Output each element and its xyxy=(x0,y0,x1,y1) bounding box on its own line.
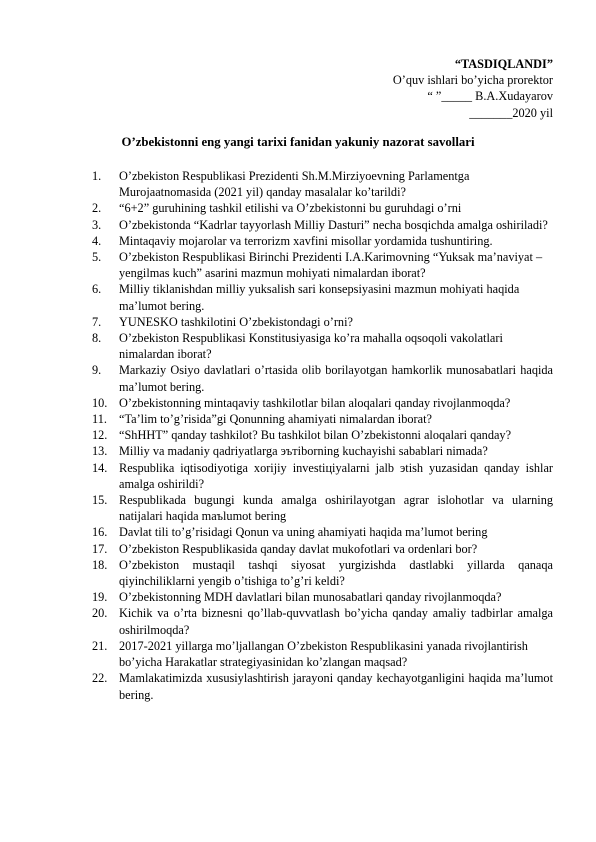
question-number: 2. xyxy=(92,201,102,216)
list-item xyxy=(92,249,553,281)
question-text: Milliy tiklanishdan milliy yuksalish sari konsepsiyasini mazmun mohiyati haqida ma’lumot bering. xyxy=(119,282,520,313)
list-item xyxy=(92,168,553,200)
question-number: 21. xyxy=(92,638,108,653)
list-item xyxy=(92,541,553,557)
question-number: 17. xyxy=(92,541,108,556)
question-number: 20. xyxy=(92,606,108,621)
question-text: O’zbekiston mustaqil tashqi siyosat yurgizishda dastlabki yillarda qanaqa qiyinchiliklarni yengib o’tishiga to’g’ri keldi? xyxy=(119,557,553,589)
list-item xyxy=(92,589,553,605)
question-number: 7. xyxy=(92,314,102,329)
question-number: 18. xyxy=(92,557,108,572)
question-text: “ShHHT” qanday tashkilot? Bu tashkilot bilan O’zbekistonni aloqalari qanday? xyxy=(119,428,512,443)
list-item xyxy=(92,557,553,589)
question-text: “6+2” guruhining tashkil etilishi va O’zbekistonni bu guruhdagi o’rni xyxy=(119,201,462,216)
list-item xyxy=(92,492,553,524)
list-item xyxy=(92,411,553,427)
question-text: 2017-2021 yillarga mo’ljallangan O’zbekiston Respublikasini yanada rivojlantirish bo’yicha Harakatlar strategiyasinidan ko’zlangan maqsad? xyxy=(119,638,528,670)
list-item xyxy=(92,460,553,492)
approval-title: “TASDIQLANDI” xyxy=(454,57,553,71)
list-item xyxy=(92,362,553,394)
question-text: O’zbekiston Respublikasi Birinchi Prezidenti I.A.Karimovning “Yuksak ma’naviyat – yengilmas kuch” asarini mazmun mohiyati nimalardan iborat? xyxy=(119,250,543,281)
question-number: 15. xyxy=(92,493,108,508)
approval-position: O’quv ishlari bo’yicha prorektor xyxy=(392,73,553,88)
question-number: 22. xyxy=(92,671,108,686)
question-number: 11. xyxy=(92,412,107,427)
question-text: Respublika iqtisodiyotiga xorijiy investiцiyalarni jalb эtish yuzasidan qanday ishlar amalga oshirildi? xyxy=(119,460,553,491)
question-text: O’zbekiston Respublikasi Konstitusiyasiga ko’ra mahalla oqsoqoli vakolatlari nimalardan iborat? xyxy=(119,331,503,362)
question-number: 1. xyxy=(92,169,102,183)
question-number: 9. xyxy=(92,363,102,378)
question-text: “Ta’lim to’g’risida”gi Qonunning ahamiyati nimalardan iborat? xyxy=(119,412,432,427)
list-item xyxy=(92,670,553,702)
question-number: 8. xyxy=(92,331,102,346)
list-item xyxy=(92,524,553,540)
question-text: Kichik va o’rta biznesni qo’llab-quvvatlash bo’yicha qanday amaliy tadbirlar amalga oshirilmoqda? xyxy=(119,606,553,637)
list-item xyxy=(92,314,553,330)
question-text: YUNESKO tashkilotini O’zbekistondagi o’rni? xyxy=(119,314,353,329)
approval-date: _______2020 yil xyxy=(469,105,553,120)
list-item xyxy=(92,638,553,670)
question-text: O’zbekistonning mintaqaviy tashkilotlar bilan aloqalari qanday rivojlanmoqda? xyxy=(119,395,511,410)
question-text: O’zbekistonning MDH davlatlari bilan munosabatlari qanday rivojlanmoqda? xyxy=(119,590,502,605)
list-item xyxy=(92,427,553,443)
list-item xyxy=(92,233,553,249)
question-text: Mintaqaviy mojarolar va terrorizm xavfini misollar yordamida tushuntiring. xyxy=(119,233,493,248)
list-item xyxy=(92,605,553,637)
question-text: Respublikada bugungi kunda amalga oshirilayotgan agrar islohotlar va ularning natijalari haqida maъlumot bering xyxy=(119,493,553,524)
list-item xyxy=(92,217,553,233)
list-item xyxy=(92,395,553,411)
question-text: Mamlakatimizda xususiylashtirish jarayoni qanday kechayotganligini haqida ma’lumot bering. xyxy=(119,671,553,702)
document-heading: O’zbekistonni eng yangi tarixi fanidan yakuniy nazorat savollari xyxy=(121,135,475,149)
question-text: O’zbekiston Respublikasida qanday davlat mukofotlari va ordenlari bor? xyxy=(119,541,478,556)
question-number: 4. xyxy=(92,233,102,248)
question-number: 6. xyxy=(92,282,102,297)
question-number: 13. xyxy=(92,444,108,459)
list-item xyxy=(92,330,553,362)
question-number: 19. xyxy=(92,590,108,605)
question-number: 3. xyxy=(92,217,102,232)
question-number: 16. xyxy=(92,525,108,540)
question-text: Markaziy Osiyo davlatlari o’rtasida olib borilayotgan hamkorlik munosabatlari haqida ma’lumot bering. xyxy=(119,363,553,394)
question-list xyxy=(92,168,553,703)
question-text: Davlat tili to’g’risidagi Qonun va uning ahamiyati haqida ma’lumot bering xyxy=(119,525,488,540)
question-text: O’zbekiston Respublikasi Prezidenti Sh.M.Mirziyoevning Parlamentga Murojaatnomasida (2021 yil) qanday masalalar ko’tarildi? xyxy=(119,169,470,200)
question-number: 10. xyxy=(92,395,108,410)
question-text: Milliy va madaniy qadriyatlarga эътiborning kuchayishi sabablari nimada? xyxy=(119,444,488,459)
approval-block xyxy=(393,56,553,121)
question-number: 5. xyxy=(92,250,102,265)
question-number: 14. xyxy=(92,460,108,475)
approval-signature: “ ”_____ B.A.Xudayarov xyxy=(427,89,553,104)
question-number: 12. xyxy=(92,428,108,443)
list-item xyxy=(92,281,553,313)
list-item xyxy=(92,443,553,459)
question-text: O’zbekistonda “Kadrlar tayyorlash Milliy Dasturi” necha bosqichda amalga oshiriladi? xyxy=(119,217,548,232)
list-item xyxy=(92,200,553,216)
